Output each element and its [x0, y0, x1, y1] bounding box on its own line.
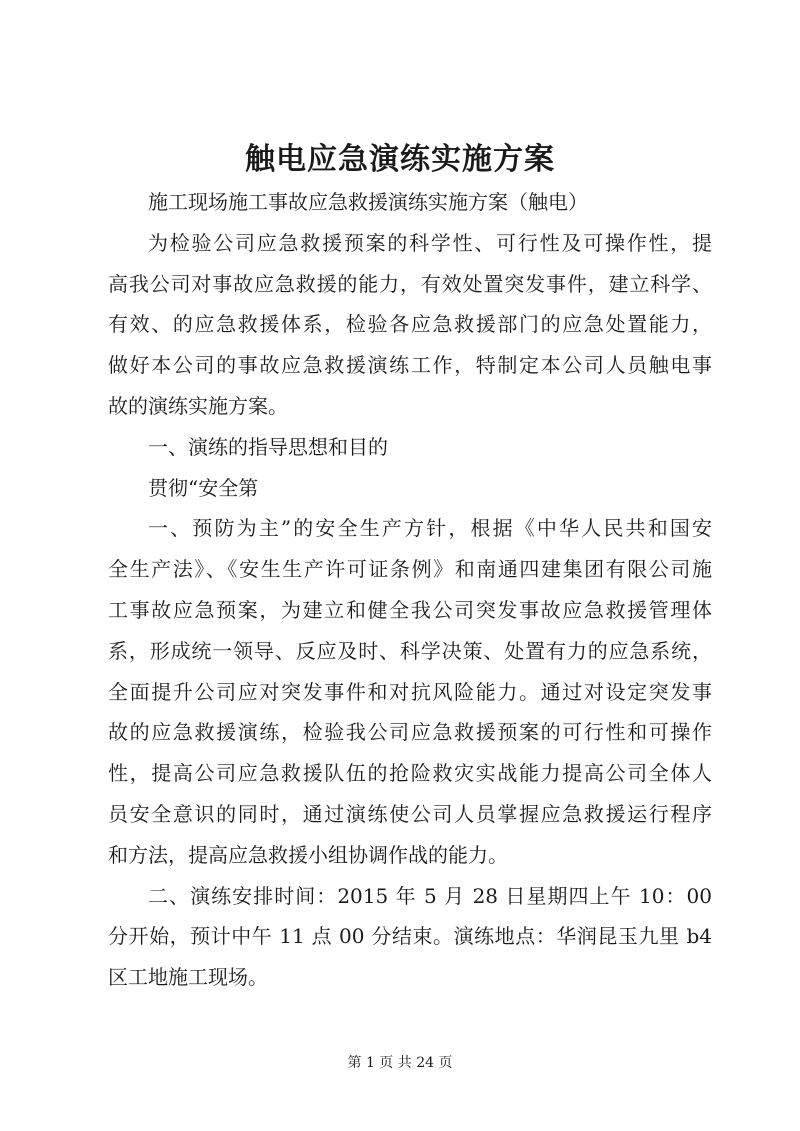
text-line: 工事故应急预案，为建立和健全我公司突发事故应急救援管理体: [108, 597, 712, 622]
text-line: 二、演练安排时间：2015 年 5 月 28 日星期四上午 10：00: [148, 883, 712, 908]
text-line: 高我公司对事故应急救援的能力，有效处置突发事件，建立科学、: [108, 271, 712, 296]
text-line: 全生产法》、《安生生产许可证条例》和南通四建集团有限公司施: [108, 557, 712, 582]
page-footer: 第 1 页 共 24 页: [347, 1055, 453, 1071]
text-line: 一、预防为主”的安全生产方针，根据《中华人民共和国安: [148, 516, 712, 541]
text-line: 性，提高公司应急救援队伍的抢险救灾实战能力提高公司全体人: [108, 761, 712, 786]
paragraph: [108, 508, 712, 875]
text-line: 施工现场施工事故应急救援演练实施方案（触电）: [148, 190, 588, 214]
text-line: 区工地施工现场。: [108, 965, 268, 990]
document-body: [108, 182, 712, 998]
text-line: 系，形成统一领导、反应及时、科学决策、处置有力的应急系统，: [108, 638, 712, 663]
paragraph: [108, 427, 712, 468]
text-line: 故的演练实施方案。: [108, 393, 288, 418]
paragraph: [108, 876, 712, 998]
paragraph: [108, 468, 712, 509]
text-line: 为检验公司应急救援预案的科学性、可行性及可操作性，提: [148, 230, 712, 255]
paragraph: [108, 182, 712, 223]
document-title: 触电应急演练实施方案: [245, 142, 555, 177]
text-line: 做好本公司的事故应急救援演练工作，特制定本公司人员触电事: [108, 353, 712, 378]
text-line: 故的应急救援演练，检验我公司应急救援预案的可行性和可操作: [108, 720, 712, 745]
text-line: 一、演练的指导思想和目的: [148, 434, 388, 459]
text-line: 和方法，提高应急救援小组协调作战的能力。: [108, 842, 508, 867]
text-line: 贯彻“安全第: [148, 475, 259, 500]
text-line: 全面提升公司应对突发事件和对抗风险能力。通过对设定突发事: [108, 679, 712, 704]
text-line: 有效、的应急救援体系，检验各应急救援部门的应急处置能力，: [108, 312, 712, 337]
text-line: 分开始，预计中午 11 点 00 分结束。演练地点：华润昆玉九里 b4: [108, 924, 712, 949]
text-line: 员安全意识的同时，通过演练使公司人员掌握应急救援运行程序: [108, 801, 712, 826]
paragraph: [108, 223, 712, 427]
